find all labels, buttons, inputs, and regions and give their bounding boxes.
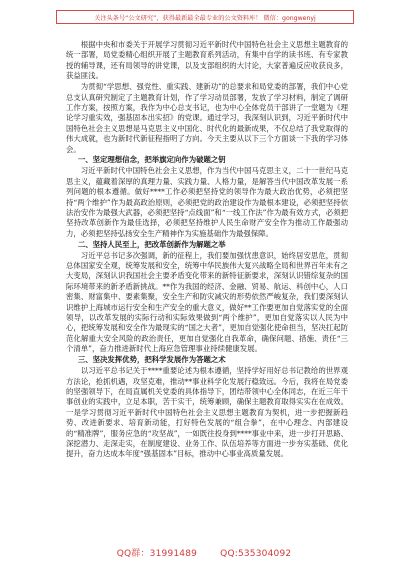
background-paragraph: 为贯彻“学思想、强党性、重实践、建新功”的总要求和局党委的部署，我们中心党总支认真研究制定了主题教育计划，作了学习动员部署，发放了学习材料，制定了调研工作方案，按照方案，我作为中心总支书记，也为中心全体党员干部讲了一堂题为《理论学习重实效，强基固本出实招》的党课。通过学习，我深刻认识到，习近平新时代中国特色社会主义思想是马克思主义中国化、时代化的最新成果，不仅总结了我党取得的伟大成就，也为新时代新征程指明了方向。今天主要从以下三个方面谈一下我的学习体会。	[66, 82, 348, 154]
contact-footer	[0, 546, 408, 559]
section-heading-3: 三、坚决发挥优势，把科学发展作为答题之术	[77, 355, 226, 365]
section-3-paragraph: 以习近平总书记关于****重要论述为根本遵循，坚持学好用好总书记教给的世界观方法论，抢抓机遇，攻坚克难，推动**事业科学化发展行稳致远。今后，我将在局党委的坚强领导下，在局直属机关党委的具体指导下，团结带领中心全体同志，在近三年干事创业的实践中，立足本职，苦干实干，统筹兼顾，确保主题教育取得实实在在成效。一是学习贯彻习近平新时代中国特色社会主义思想主题教育为契机，进一步把握新趋势、改进新要求、培育新动能，打好特色发展的“组合拳”，在中心理念、内部建设的“精准牌”，服务应急的“攻坚战”，一如既往投身到****事业中来，进一步打开思路、深挖潜力、走深走实，在制度建设、业务工作、队伍培养等方面进一步夯实基础、优化提升，奋力达成本年度“强基固本”目标，推动中心事业高质量发展。	[66, 366, 348, 459]
qq-group-text: QQ群：31991489	[116, 549, 198, 559]
section-heading-1: 一、坚定理想信念，把举旗定向作为破题之钥	[77, 155, 226, 165]
intro-paragraph: 根据中央和市委关于开展学习贯彻习近平新时代中国特色社会主义思想主题教育的统一部署，局党委精心组织开展了主题教育系列活动，有集中自学的读书班、有专家教授的辅导课，还有局领导的讲党课，以及支部组织的大讨论，大家普遍反应收获良多，获益匪浅。	[66, 40, 348, 81]
qq-contact-text: QQ:535304092	[220, 549, 292, 559]
section-heading-2: 二、坚持人民至上，把改革创新作为解题之举	[77, 239, 226, 249]
section-1-paragraph: 习近平新时代中国特色社会主义思想，作为当代中国马克思主义，二十一世纪马克思主义，蕴藏着深厚的真理力量、实践力量、人格力量，是解答当代中国改革发展一系列问题的根本遵循。做好****工作必须把坚持党的领导作为最大政治优势，必须把坚持“两个维护”作为最高政治原则，必须把党的政治建设作为最根本建设，必须把坚持依法治安作为最强大武器，必须把坚持“点线面”和“一线工作法”作为最有效方式，必须把坚持改革创新作为最佳选择，必须把坚持维护人民生命财产安全作为推动工作最强动力，必须把坚持弘扬安全生产精神作为实施基础作为最强保障。	[66, 166, 348, 238]
document-body	[66, 40, 348, 460]
promo-banner: 关注头条号“公文研究”，获得最新最全最专业的公文资料库！ 微信：gongwenyj	[56, 10, 354, 24]
section-2-paragraph: 习近平总书记多次强调，新的征程上，我们要加强忧患意识，始终居安思危，贯彻总体国家安全观，统筹发展和安全，统筹中华民族伟大复兴战略全局和世界百年未有之大变局，深刻认识我国社会主要矛盾变化带来的新特征新要求，深刻认识错综复杂的国际环境带来的新矛盾新挑战。**作为我国的经济、金融、贸易、航运、科创中心，人口密集、财富集中、要素集聚，安全生产和防灾减灾的形势依然严峻复杂，我们要深刻认识维护上海城市运行安全和生产安全的重大意义，做好**工作要更加自觉落实党的全面领导，以改革发展的实际行动和实际效果做到“两个维护”，更加自觉落实以人民为中心，把统筹发展和安全作为最现实的“国之大者”，更加自觉强化使命担当，坚决扛起防范化解重大安全风险的政治责任，更加自觉强化自我革命，确保问题、措施、责任“三个清单”，奋力推进新时代上海应急管理事业持续健康发展。	[66, 250, 348, 354]
